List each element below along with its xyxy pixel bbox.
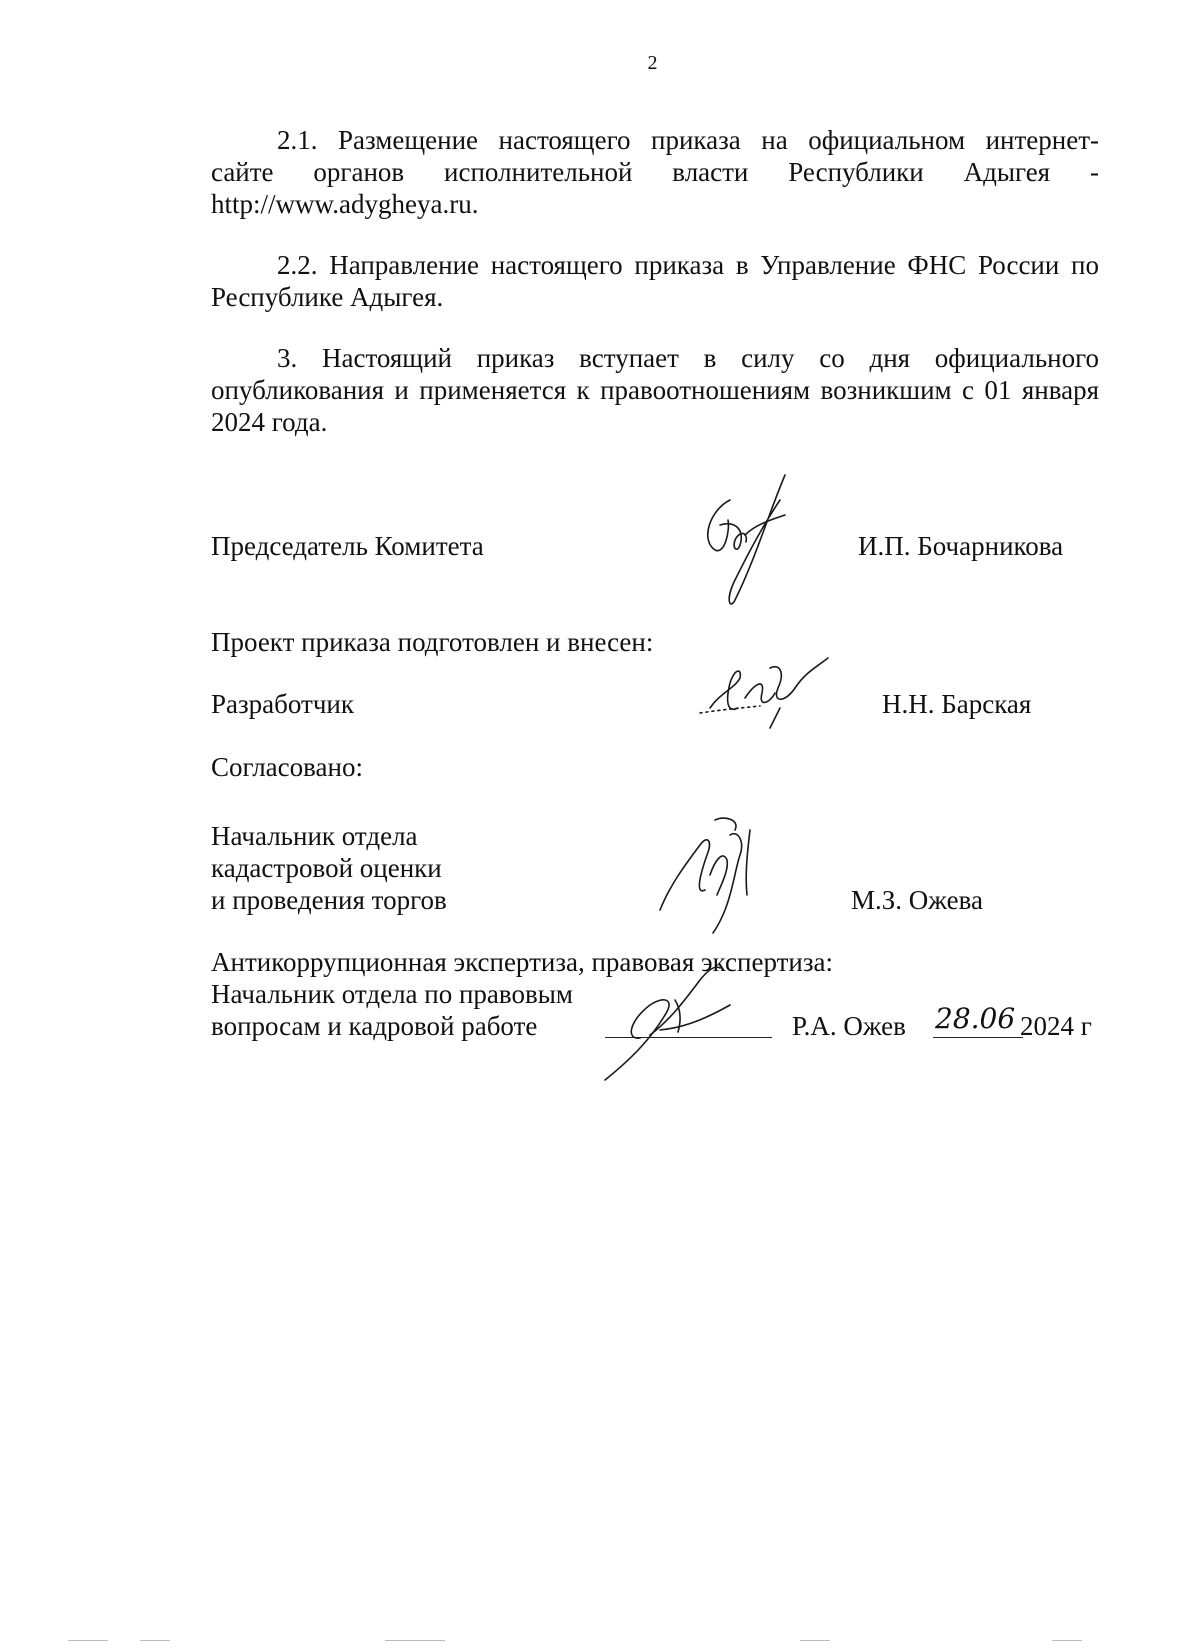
head-name: М.З. Ожева — [851, 885, 983, 915]
prepared-label: Проект приказа подготовлен и внесен: — [211, 627, 654, 657]
head-title-line-1: Начальник отдела — [211, 821, 418, 851]
scan-artifact — [385, 1640, 445, 1641]
head-title-line-2: кадастровой оценки — [211, 853, 442, 883]
legal-signature — [590, 960, 790, 1090]
word: исполнительной — [444, 157, 633, 187]
clause-2-1-line-2 — [211, 156, 1099, 188]
head-signature — [655, 815, 785, 940]
developer-signature — [690, 648, 840, 733]
word: Адыгея — [963, 157, 1051, 187]
clause-3-line-3: 2024 года. — [211, 407, 328, 437]
legal-name: Р.А. Ожев — [792, 1011, 906, 1041]
legal-title-line-1: Начальник отдела по правовым — [211, 979, 573, 1009]
legal-date-suffix: 2024 г — [1020, 1011, 1092, 1041]
clause-2-2-line-1: 2.2. Направление настоящего приказа в Управление ФНС России по — [277, 250, 1099, 280]
scan-artifact — [68, 1640, 108, 1641]
legal-date-underline — [933, 1037, 1023, 1038]
developer-name: Н.Н. Барская — [882, 689, 1032, 719]
clause-3-line-1: 3. Настоящий приказ вступает в силу со дня официального — [277, 343, 1099, 373]
scan-artifact — [1052, 1640, 1082, 1641]
word: сайте — [211, 157, 274, 187]
legal-date-handwritten: 28.06 — [935, 1002, 1016, 1035]
word: Республики — [788, 157, 924, 187]
scan-artifact — [800, 1640, 830, 1641]
chairman-signature — [690, 470, 800, 610]
clause-3-line-2: опубликования и применяется к правоотношениям возникшим с 01 января — [211, 375, 1099, 405]
expertise-label: Антикоррупционная экспертиза, правовая экспертиза: — [211, 947, 834, 977]
legal-title-line-2: вопросам и кадровой работе — [211, 1011, 538, 1041]
chairman-name: И.П. Бочарникова — [858, 531, 1064, 561]
head-title-line-3: и проведения торгов — [211, 885, 447, 915]
agreed-label: Согласовано: — [211, 752, 363, 782]
chairman-title: Председатель Комитета — [211, 531, 484, 561]
word: органов — [313, 157, 405, 187]
clause-2-2-line-2: Республике Адыгея. — [211, 282, 444, 312]
clause-2-1-line-1: 2.1. Размещение настоящего приказа на официальном интернет- — [277, 125, 1099, 155]
page-number: 2 — [647, 52, 658, 74]
word: - — [1089, 157, 1099, 187]
developer-title: Разработчик — [211, 689, 354, 719]
scan-artifact — [140, 1640, 170, 1641]
word: власти — [672, 157, 749, 187]
clause-2-1-url: http://www.adygheya.ru. — [211, 189, 479, 219]
